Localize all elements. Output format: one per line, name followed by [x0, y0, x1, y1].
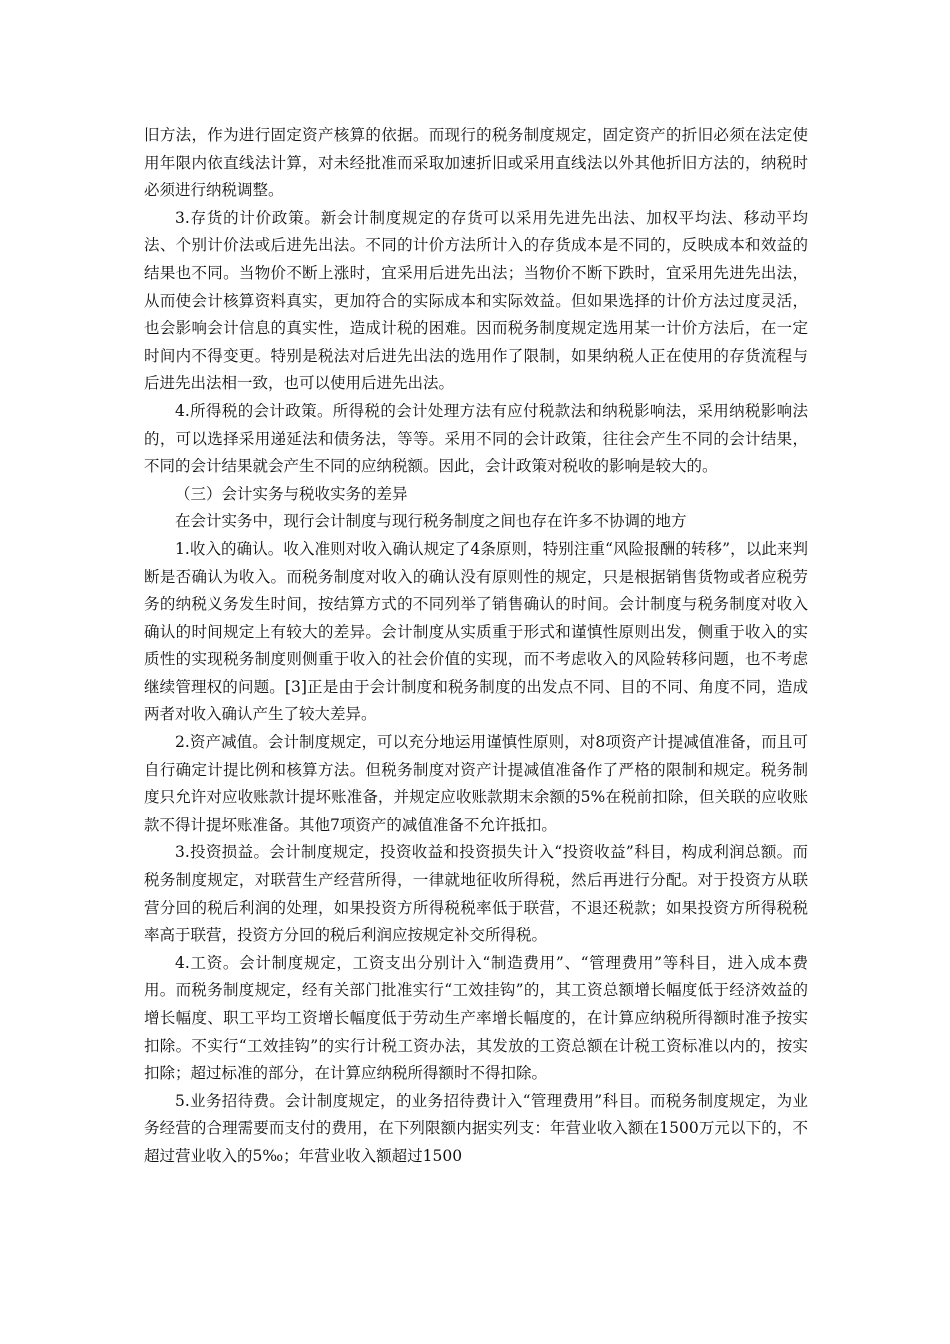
paragraph-entertainment-expenses: 5.业务招待费。会计制度规定，的业务招待费计入“管理费用”科目。而税务制度规定，为业务经营的合理需要而支付的费用，在下列限额内据实列支：年营业收入额在1500万元以下的，不超过营业收入的5‰；年营业收入额超过1500: [144, 1091, 808, 1165]
section-heading: （三）会计实务与税收实务的差异: [175, 484, 408, 503]
paragraph-inventory-valuation: 3.存货的计价政策。新会计制度规定的存货可以采用先进先出法、加权平均法、移动平均法、个别计价法或后进先出法。不同的计价方法所计入的存货成本是不同的，反映成本和效益的结果也不同。当物价不断上涨时，宜采用后进先出法；当物价不断下跌时，宜采用先进先出法，从而使会计核算资料真实，更加符合的实际成本和实际效益。但如果选择的计价方法过度灵活，也会影响会计信息的真实性，造成计税的困难。因而税务制度规定选用某一计价方法后，在一定时间内不得变更。特别是税法对后进先出法的选用作了限制，如果纳税人正在使用的存货流程与后进先出法相一致，也可以使用后进先出法。: [144, 208, 808, 393]
paragraph-wages: 4.工资。会计制度规定，工资支出分别计入“制造费用”、“管理费用”等科目，进入成本费用。而税务制度规定，经有关部门批准实行“工效挂钩”的，其工资总额增长幅度低于经济效益的增长幅度、职工平均工资增长幅度低于劳动生产率增长幅度的，在计算应纳税所得额时准予按实扣除。不实行“工效挂钩”的实行计税工资办法，其发放的工资总额在计税工资标准以内的，按实扣除；超过标准的部分，在计算应纳税所得额时不得扣除。: [144, 953, 808, 1083]
document-page: [144, 122, 808, 1171]
paragraph-asset-impairment: 2.资产减值。会计制度规定，可以充分地运用谨慎性原则，对8项资产计提减值准备，而且可自行确定计提比例和核算方法。但税务制度对资产计提减值准备作了严格的限制和规定。税务制度只允许对应收账款计提坏账准备，并规定应收账款期末余额的5%在税前扣除，但关联的应收账款不得计提坏账准备。其他7项资产的减值准备不允许抵扣。: [144, 733, 808, 834]
paragraph-income-tax-policy: 4.所得税的会计政策。所得税的会计处理方法有应付税款法和纳税影响法，采用纳税影响法的，可以选择采用递延法和债务法，等等。采用不同的会计政策，往往会产生不同的会计结果，不同的会计结果就会产生不同的应纳税额。因此，会计政策对税收的影响是较大的。: [144, 401, 808, 476]
paragraph-revenue-recognition: 1.收入的确认。收入准则对收入确认规定了4条原则，特别注重“风险报酬的转移”，以此来判断是否确认为收入。而税务制度对收入的确认没有原则性的规定，只是根据销售货物或者应税劳务的纳税义务发生时间，按结算方式的不同列举了销售确认的时间。会计制度与税务制度对收入确认的时间规定上有较大的差异。会计制度从实质重于形式和谨慎性原则出发，侧重于收入的实质性的实现税务制度则侧重于收入的社会价值的实现，而不考虑收入的风险转移问题，也不考虑继续管理权的问题。[3]正是由于会计制度和税务制度的出发点不同、目的不同、角度不同，造成两者对收入确认产生了较大差异。: [144, 539, 808, 724]
paragraph-section-intro: 在会计实务中，现行会计制度与现行税务制度之间也存在许多不协调的地方: [175, 512, 687, 531]
paragraph-investment-gains: 3.投资损益。会计制度规定，投资收益和投资损失计入“投资收益”科目，构成利润总额。而税务制度规定，对联营生产经营所得，一律就地征收所得税，然后再进行分配。对于投资方从联营分回的税后利润的处理，如果投资方所得税税率低于联营，不退还税款；如果投资方所得税税率高于联营，投资方分回的税后利润应按规定补交所得税。: [144, 843, 808, 945]
paragraph-depreciation-continued: 旧方法，作为进行固定资产核算的依据。而现行的税务制度规定，固定资产的折旧必须在法定使用年限内依直线法计算，对未经批准而采取加速折旧或采用直线法以外其他折旧方法的，纳税时必须进行纳税调整。: [144, 126, 808, 200]
